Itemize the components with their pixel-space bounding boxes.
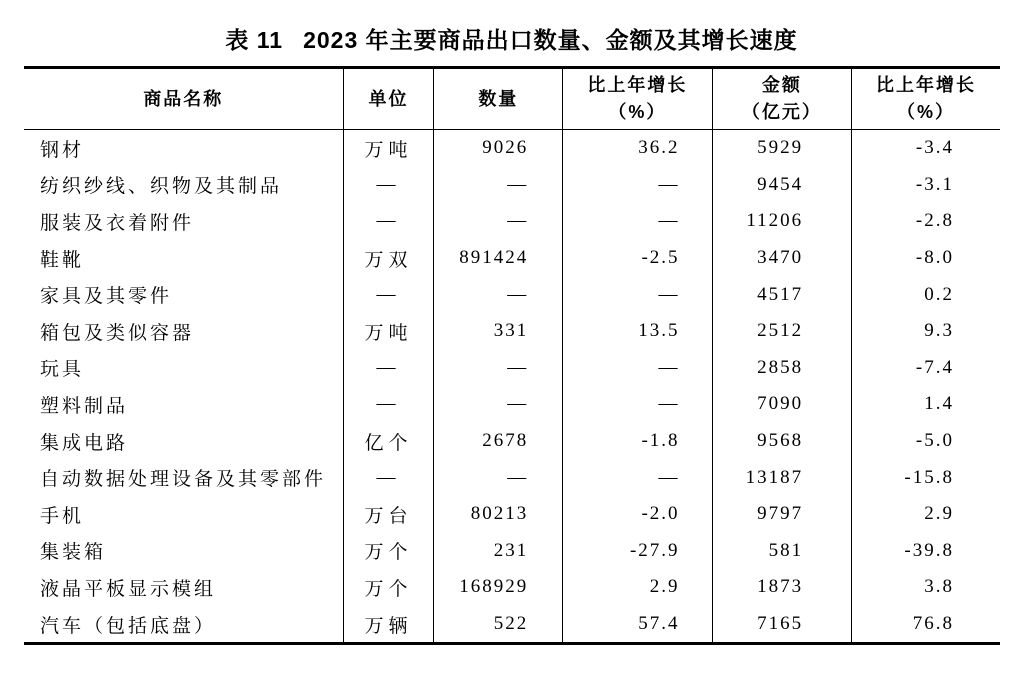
cell-name: 钢材 xyxy=(40,139,85,161)
cell-unit: 万台 xyxy=(343,496,434,533)
table-row xyxy=(24,533,1000,570)
cell-amount-growth: -5.0 xyxy=(852,423,1000,460)
cell-unit: 万吨 xyxy=(343,313,434,350)
table-header xyxy=(24,68,1000,130)
table-row xyxy=(24,423,1000,460)
cell-quantity: 331 xyxy=(434,313,563,350)
cell-amount-growth: 2.9 xyxy=(852,496,1000,533)
table-row xyxy=(24,496,1000,533)
table-row xyxy=(24,569,1000,606)
table-row xyxy=(24,203,1000,240)
table-row xyxy=(24,240,1000,277)
cell-amount: 13187 xyxy=(712,459,852,496)
cell-name: 集装箱 xyxy=(40,542,107,564)
cell-amount-growth: 9.3 xyxy=(852,313,1000,350)
cell-qty-growth: 2.9 xyxy=(563,569,712,606)
cell-qty-growth: 57.4 xyxy=(563,606,712,644)
table-wrapper xyxy=(24,66,1000,645)
cell-qty-growth: — xyxy=(563,350,712,387)
cell-name: 鞋靴 xyxy=(40,249,85,271)
cell-unit: — xyxy=(343,459,434,496)
cell-quantity: 9026 xyxy=(434,130,563,167)
header-unit xyxy=(343,68,434,130)
table-body xyxy=(24,130,1000,644)
header-row xyxy=(24,68,1000,130)
cell-unit: 万双 xyxy=(343,240,434,277)
cell-name: 家具及其零件 xyxy=(40,286,173,308)
cell-amount: 5929 xyxy=(712,130,852,167)
header-name-line1: 商品名称 xyxy=(143,88,224,109)
cell-quantity: 522 xyxy=(434,606,563,644)
cell-quantity: 2678 xyxy=(434,423,563,460)
cell-quantity: — xyxy=(434,203,563,240)
header-amount-growth-line1: 比上年增长 xyxy=(876,75,977,95)
cell-qty-growth: — xyxy=(563,203,712,240)
table-row xyxy=(24,606,1000,644)
cell-quantity: 80213 xyxy=(434,496,563,533)
cell-amount: 4517 xyxy=(712,276,852,313)
table-row xyxy=(24,459,1000,496)
cell-name: 汽车（包括底盘） xyxy=(40,615,217,637)
cell-unit: 万个 xyxy=(343,569,434,606)
cell-qty-growth: -2.0 xyxy=(563,496,712,533)
cell-amount-growth: -8.0 xyxy=(852,240,1000,277)
cell-qty-growth: 13.5 xyxy=(563,313,712,350)
cell-amount: 3470 xyxy=(712,240,852,277)
header-amount-line2: （亿元） xyxy=(741,102,822,122)
cell-amount-growth: -2.8 xyxy=(852,203,1000,240)
header-amount xyxy=(712,68,852,130)
cell-name: 纺织纱线、织物及其制品 xyxy=(40,176,283,198)
cell-amount-growth: -15.8 xyxy=(852,459,1000,496)
header-quantity xyxy=(434,68,563,130)
cell-amount: 1873 xyxy=(712,569,852,606)
header-qty-growth xyxy=(563,68,712,130)
cell-name: 玩具 xyxy=(40,359,85,381)
table-number-label: 表 11 xyxy=(225,27,284,53)
cell-quantity: — xyxy=(434,459,563,496)
table-title xyxy=(0,22,1023,55)
cell-amount: 2858 xyxy=(712,350,852,387)
cell-amount: 9797 xyxy=(712,496,852,533)
header-unit-line1: 单位 xyxy=(368,88,409,109)
cell-qty-growth: -1.8 xyxy=(563,423,712,460)
table-row xyxy=(24,130,1000,167)
cell-quantity: — xyxy=(434,276,563,313)
header-qty-growth-line2: （%） xyxy=(608,102,667,122)
cell-amount-growth: 3.8 xyxy=(852,569,1000,606)
cell-name: 服装及衣着附件 xyxy=(40,212,195,234)
cell-amount-growth: -7.4 xyxy=(852,350,1000,387)
cell-qty-growth: — xyxy=(563,167,712,204)
header-amount-growth-line2: （%） xyxy=(897,102,956,122)
cell-name: 集成电路 xyxy=(40,432,129,454)
header-quantity-line1: 数量 xyxy=(478,88,519,109)
cell-qty-growth: — xyxy=(563,386,712,423)
cell-name: 自动数据处理设备及其零部件 xyxy=(40,469,327,491)
cell-amount: 7090 xyxy=(712,386,852,423)
cell-amount-growth: -3.1 xyxy=(852,167,1000,204)
cell-unit: — xyxy=(343,350,434,387)
header-qty-growth-line1: 比上年增长 xyxy=(587,75,688,95)
cell-qty-growth: -27.9 xyxy=(563,533,712,570)
cell-unit: — xyxy=(343,386,434,423)
cell-amount: 11206 xyxy=(712,203,852,240)
cell-amount-growth: -3.4 xyxy=(852,130,1000,167)
header-name xyxy=(24,68,343,130)
header-amount-growth xyxy=(852,68,1000,130)
cell-amount-growth: -39.8 xyxy=(852,533,1000,570)
cell-qty-growth: — xyxy=(563,276,712,313)
table-row xyxy=(24,350,1000,387)
cell-name: 箱包及类似容器 xyxy=(40,322,195,344)
cell-quantity: 231 xyxy=(434,533,563,570)
header-amount-line1: 金额 xyxy=(761,75,802,95)
cell-qty-growth: — xyxy=(563,459,712,496)
cell-amount: 2512 xyxy=(712,313,852,350)
table-row xyxy=(24,167,1000,204)
cell-quantity: 168929 xyxy=(434,569,563,606)
cell-unit: 万吨 xyxy=(343,130,434,167)
cell-unit: — xyxy=(343,276,434,313)
cell-amount-growth: 1.4 xyxy=(852,386,1000,423)
cell-amount: 581 xyxy=(712,533,852,570)
cell-name: 液晶平板显示模组 xyxy=(40,578,217,600)
cell-unit: — xyxy=(343,167,434,204)
table-row xyxy=(24,313,1000,350)
cell-unit: 万辆 xyxy=(343,606,434,644)
cell-amount: 7165 xyxy=(712,606,852,644)
export-commodities-table xyxy=(24,66,1000,645)
cell-amount: 9568 xyxy=(712,423,852,460)
cell-unit: 万个 xyxy=(343,533,434,570)
table-row xyxy=(24,386,1000,423)
cell-quantity: — xyxy=(434,167,563,204)
table-title-text: 2023 年主要商品出口数量、金额及其增长速度 xyxy=(303,27,798,53)
cell-unit: — xyxy=(343,203,434,240)
cell-amount-growth: 76.8 xyxy=(852,606,1000,644)
cell-unit: 亿个 xyxy=(343,423,434,460)
cell-qty-growth: 36.2 xyxy=(563,130,712,167)
cell-name: 手机 xyxy=(40,505,85,527)
cell-amount: 9454 xyxy=(712,167,852,204)
cell-quantity: 891424 xyxy=(434,240,563,277)
cell-quantity: — xyxy=(434,386,563,423)
cell-name: 塑料制品 xyxy=(40,395,129,417)
cell-amount-growth: 0.2 xyxy=(852,276,1000,313)
cell-qty-growth: -2.5 xyxy=(563,240,712,277)
table-row xyxy=(24,276,1000,313)
cell-quantity: — xyxy=(434,350,563,387)
